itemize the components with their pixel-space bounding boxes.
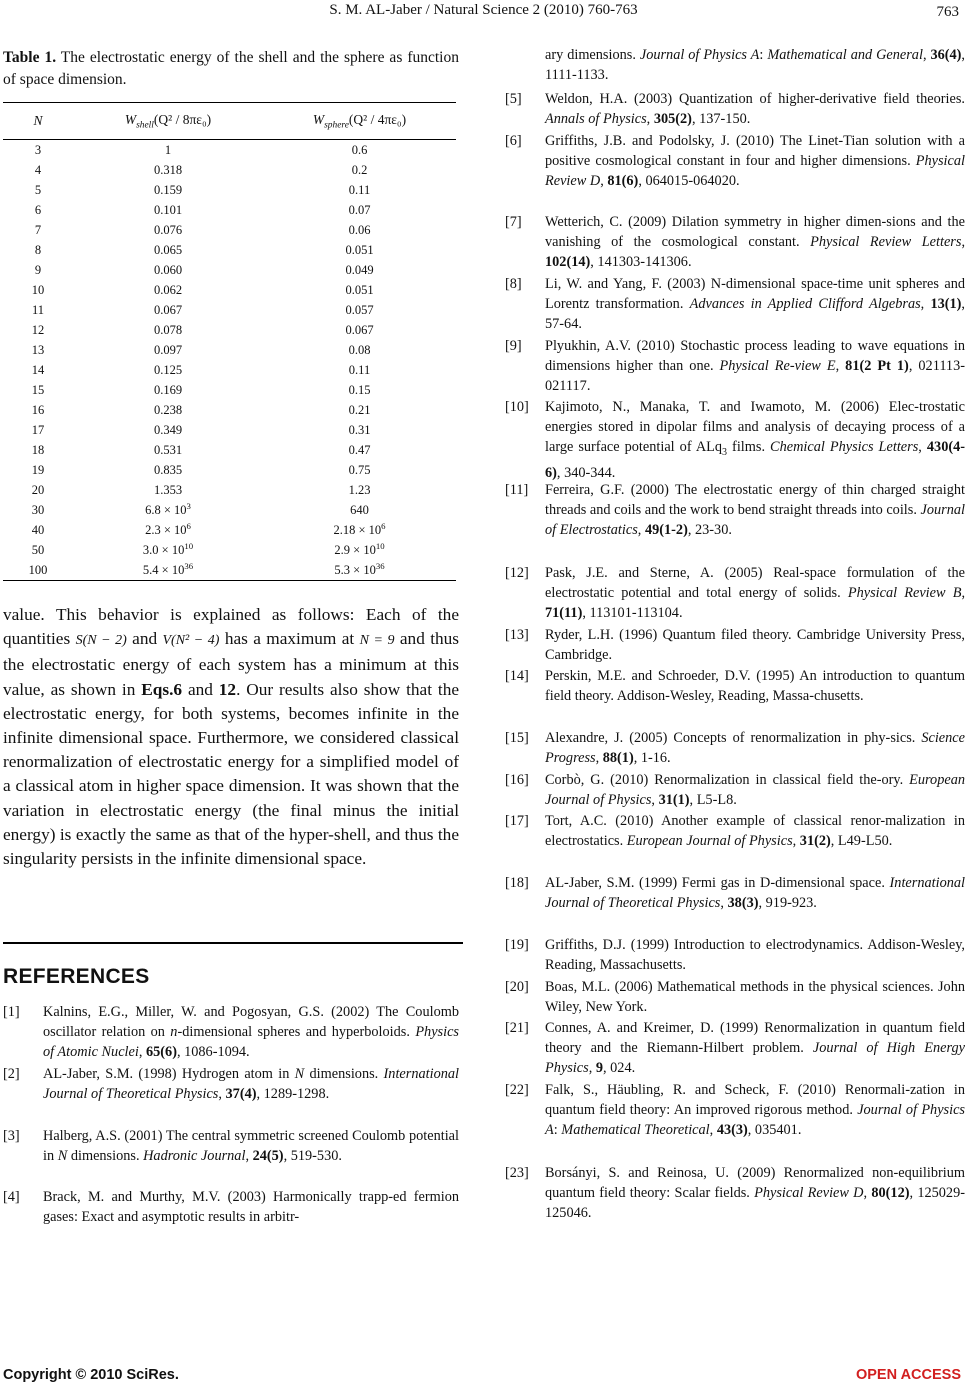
section-divider bbox=[3, 942, 463, 944]
cell-w-shell: $6.8 \times 10^3$ bbox=[145, 501, 191, 518]
cell-n: 50 bbox=[31, 542, 45, 557]
cell-n: 6 bbox=[34, 202, 42, 217]
cell-w-sphere: 0.75 bbox=[348, 462, 371, 477]
table-row bbox=[3, 400, 456, 420]
cell-n: 11 bbox=[31, 302, 45, 317]
cell-n: 4 bbox=[34, 162, 42, 177]
cell-w-shell: 0.238 bbox=[153, 402, 183, 417]
cell-w-shell: 0.125 bbox=[153, 362, 183, 377]
cell-n: 9 bbox=[34, 262, 42, 277]
cell-w-shell: 0.531 bbox=[153, 442, 183, 457]
table-row bbox=[3, 440, 456, 460]
reference-1: [1] Kalnins, E.G., Miller, W. and Pogosyan, G.S. (2002) The Coulomb oscillator relation on n-dimensional spheres and hyperboloids. Physics of Atomic Nuclei, 65(6), 1086-1094. bbox=[3, 1004, 459, 1061]
reference-15: [15] Alexandre, J. (2005) Concepts of renormalization in phy-sics. Science Progress, 88(1), 1-16. bbox=[505, 730, 965, 767]
table-row bbox=[3, 520, 456, 540]
cell-w-sphere: 0.067 bbox=[345, 322, 374, 337]
cell-w-sphere: 0.11 bbox=[348, 182, 371, 197]
cell-w-sphere: 0.06 bbox=[348, 222, 371, 237]
body-paragraph: value. This behavior is explained as follows: Each of the quantities S(N − 2) and V(N² − 4) has a maximum at N = 9 and thus the electrostatic energy of each system has a minimum at this value, as shown in Eqs.6 and 12. Our results also show that the electrostatic energy, for both systems, becomes infinite in the infinite dimensional space. Furthermore, we considered classical renormalization of electrostatic energy for a simplified model of a classical atom in higher space dimension. It was shown that the variation in electrostatic energy (the final minus the initial energy) is exactly the same as that of the hyper-shell, and thus the singularity persists in the infinite dimensional space. bbox=[3, 605, 460, 869]
cell-w-shell: 0.076 bbox=[153, 222, 183, 237]
reference-22: [22] Falk, S., Häubling, R. and Scheck, F. (2010) Renormali-zation in quantum field theory: An improved rigorous method. Journal of Physics A: Mathematical Theoretical, 43(3), 035401. bbox=[505, 1082, 965, 1139]
reference-8: [8] Li, W. and Yang, F. (2003) N-dimensional space-time unit spheres and Lorentz transformation. Advances in Applied Clifford Algebras, 13(1), 57-64. bbox=[505, 276, 965, 333]
cell-w-shell: 0.101 bbox=[153, 202, 183, 217]
cell-w-shell: 0.169 bbox=[153, 382, 183, 397]
cell-w-shell: $3.0 \times 10^{10}$ bbox=[142, 541, 194, 558]
cell-w-sphere: 640 bbox=[350, 502, 369, 517]
cell-w-sphere: 0.31 bbox=[348, 422, 371, 437]
running-header bbox=[0, 2, 967, 22]
cell-w-shell: 0.065 bbox=[153, 242, 183, 257]
table-caption bbox=[3, 47, 459, 91]
cell-n: 40 bbox=[31, 522, 45, 537]
reference-18: [18] AL-Jaber, S.M. (1999) Fermi gas in D-dimensional space. International Journal of Theoretical Physics, 38(3), 919-923. bbox=[505, 875, 965, 912]
table-row bbox=[3, 340, 456, 360]
references-heading: REFERENCES bbox=[3, 965, 150, 988]
cell-w-sphere: 0.47 bbox=[348, 442, 371, 457]
cell-w-shell: 0.067 bbox=[153, 302, 183, 317]
copyright-footer: Copyright © 2010 SciRes. bbox=[3, 1367, 179, 1383]
cell-n: 20 bbox=[31, 482, 45, 497]
table-caption-label: Table 1. bbox=[3, 49, 57, 66]
header-w-shell: $W_{shell}(Q^2 / 8\pi\varepsilon_0)$ bbox=[73, 103, 263, 140]
running-title: S. M. AL-Jaber / Natural Science 2 (2010) 760-763 bbox=[329, 2, 638, 18]
table-row bbox=[3, 160, 456, 180]
cell-w-shell: $5.4 \times 10^{36}$ bbox=[73, 560, 263, 581]
table-row bbox=[3, 360, 456, 380]
energy-table bbox=[3, 102, 456, 581]
header-w-sphere: $W_{sphere}(Q^2 / 4\pi\varepsilon_0)$ bbox=[263, 103, 456, 140]
cell-n: 13 bbox=[31, 342, 45, 357]
cell-n: 18 bbox=[31, 442, 45, 457]
table-row bbox=[3, 180, 456, 200]
table-row bbox=[3, 420, 456, 440]
reference-12: [12] Pask, J.E. and Sterne, A. (2005) Real-space formulation of the electrostatic potential and total energy of solids. Physical Review B, 71(11), 113101-113104. bbox=[505, 565, 966, 622]
table-row bbox=[3, 480, 456, 500]
math-n9: N = 9 bbox=[359, 633, 395, 649]
page-number: 763 bbox=[936, 4, 959, 20]
cell-w-shell: 0.062 bbox=[153, 282, 183, 297]
cell-n: 19 bbox=[31, 462, 45, 477]
cell-w-shell: 0.835 bbox=[153, 462, 183, 477]
cell-n: 10 bbox=[31, 282, 45, 297]
reference-17: [17] Tort, A.C. (2010) Another example of classical renor-malization in electrostatics. European Journal of Physics, 31(2), L49-L50. bbox=[505, 813, 965, 850]
reference-5: [5] Weldon, H.A. (2003) Quantization of higher-derivative field theories. Annals of Physics, 305(2), 137-150. bbox=[505, 91, 965, 128]
cell-w-sphere: 0.6 bbox=[351, 142, 368, 157]
reference-7: [7] Wetterich, C. (2009) Dilation symmetry in higher dimen-sions and the vanishing of the cosmological constant. Physical Review Letters, 102(14), 141303-141306. bbox=[505, 214, 966, 271]
cell-w-shell: 0.349 bbox=[153, 422, 183, 437]
reference-14: [14] Perskin, M.E. and Schroeder, D.V. (1995) An introduction to quantum field theory. Addison-Wesley, Reading, Massa-chusetts. bbox=[505, 668, 965, 705]
cell-w-sphere: 0.21 bbox=[348, 402, 371, 417]
cell-n: 7 bbox=[34, 222, 42, 237]
reference-21: [21] Connes, A. and Kreimer, D. (1999) Renormalization in quantum field theory and the Riemann-Hilbert problem. Journal of High Energy Physics, 9, 024. bbox=[505, 1020, 965, 1077]
math-s: S(N − 2) bbox=[75, 633, 127, 649]
cell-w-sphere: 0.051 bbox=[345, 282, 374, 297]
cell-w-shell: 1 bbox=[164, 142, 172, 157]
cell-w-sphere: $5.3 \times 10^{36}$ bbox=[263, 560, 456, 581]
cell-n: 12 bbox=[31, 322, 45, 337]
cell-w-shell: 0.159 bbox=[153, 182, 183, 197]
math-v: V(N² − 4) bbox=[162, 633, 220, 649]
cell-w-shell: 0.078 bbox=[153, 322, 183, 337]
reference-11: [11] Ferreira, G.F. (2000) The electrostatic energy of thin charged straight threads and coils and the work to bend straight threads into coils. Journal of Electrostatics, 49(1-2), 23-30. bbox=[505, 482, 965, 539]
reference-4: [4] Brack, M. and Murthy, M.V. (2003) Harmonically trapp-ed fermion gases: Exact and asymptotic results in arbitr- bbox=[3, 1189, 459, 1226]
cell-w-sphere: 0.049 bbox=[345, 262, 374, 277]
cell-n: 5 bbox=[34, 182, 42, 197]
table-row bbox=[3, 280, 456, 300]
cell-w-sphere: 0.15 bbox=[348, 382, 371, 397]
table-row bbox=[3, 380, 456, 400]
cell-n: 15 bbox=[31, 382, 45, 397]
table-row bbox=[3, 140, 456, 161]
reference-20: [20] Boas, M.L. (2006) Mathematical methods in the physical sciences. John Wiley, New York. bbox=[505, 979, 965, 1016]
cell-w-shell: 0.097 bbox=[153, 342, 183, 357]
cell-w-sphere: 1.23 bbox=[348, 482, 371, 497]
eq-ref-6: Eqs.6 bbox=[141, 679, 183, 699]
cell-n: 8 bbox=[34, 242, 42, 257]
cell-w-sphere: $2.9 \times 10^{10}$ bbox=[334, 541, 385, 558]
reference-9: [9] Plyukhin, A.V. (2010) Stochastic process leading to wave equations in dimensions higher than one. Physical Re-view E, 81(2 Pt 1), 021113-021117. bbox=[505, 338, 965, 395]
header-n: N bbox=[3, 103, 73, 140]
table-row bbox=[3, 200, 456, 220]
cell-w-shell: 1.353 bbox=[153, 482, 183, 497]
cell-w-sphere: 0.051 bbox=[345, 242, 374, 257]
reference-23: [23] Borsányi, S. and Reinosa, U. (2009) Renormalized non-equilibrium quantum field theory: Scalar fields. Physical Review D, 80(12), 125029-125046. bbox=[505, 1165, 965, 1222]
table-body bbox=[3, 140, 456, 581]
table-row bbox=[3, 560, 456, 581]
cell-w-shell: 0.060 bbox=[153, 262, 183, 277]
cell-w-sphere: 0.07 bbox=[348, 202, 371, 217]
cell-w-sphere: $2.18 \times 10^6$ bbox=[333, 521, 386, 538]
reference-3: [3] Halberg, A.S. (2001) The central symmetric screened Coulomb potential in N dimensions. Hadronic Journal, 24(5), 519-530. bbox=[3, 1128, 459, 1165]
reference-16: [16] Corbò, G. (2010) Renormalization in classical field the-ory. European Journal of Physics, 31(1), L5-L8. bbox=[505, 772, 965, 809]
cell-n: 17 bbox=[31, 422, 45, 437]
cell-w-sphere: 0.08 bbox=[348, 342, 371, 357]
table-row bbox=[3, 260, 456, 280]
reference-2: [2] AL-Jaber, S.M. (1998) Hydrogen atom in N dimensions. International Journal of Theoretical Physics, 37(4), 1289-1298. bbox=[3, 1066, 459, 1103]
cell-w-shell: $2.3 \times 10^6$ bbox=[145, 521, 191, 538]
cell-w-sphere: 0.2 bbox=[351, 162, 368, 177]
reference-6: [6] Griffiths, J.B. and Podolsky, J. (2010) The Linet-Tian solution with a positive cosmological constant in four and higher dimensions. Physical Review D, 81(6), 064015-064020. bbox=[505, 133, 965, 190]
cell-w-sphere: 0.057 bbox=[345, 302, 374, 317]
reference-19: [19] Griffiths, D.J. (1999) Introduction to electrodynamics. Addison-Wesley, Reading, Massachusetts. bbox=[505, 937, 965, 974]
table-row bbox=[3, 220, 456, 240]
eq-ref-12: 12 bbox=[218, 679, 237, 699]
cell-n: 16 bbox=[31, 402, 45, 417]
table-row bbox=[3, 540, 456, 560]
table-row bbox=[3, 240, 456, 260]
table-row bbox=[3, 300, 456, 320]
cell-n: 100 bbox=[3, 560, 73, 581]
open-access-badge: OPEN ACCESS bbox=[855, 1367, 961, 1383]
cell-w-shell: 0.318 bbox=[153, 162, 183, 177]
table-row bbox=[3, 500, 456, 520]
cell-n: 30 bbox=[31, 502, 45, 517]
reference-4-cont: ary dimensions. Journal of Physics A: Mathematical and General, 36(4), 1111-1133. bbox=[545, 47, 965, 84]
cell-n: 3 bbox=[34, 142, 42, 157]
cell-w-sphere: 0.11 bbox=[348, 362, 371, 377]
cell-n: 14 bbox=[31, 362, 45, 377]
table-header-row bbox=[3, 103, 456, 140]
reference-10: [10] Kajimoto, N., Manaka, T. and Iwamoto, M. (2006) Elec-trostatic energies stored in dipolar films and analysis of decaying process of a large surface potential of ALq$_3$ films. Chemical Physics Letters, 430(4-6), 340-344. bbox=[505, 399, 966, 482]
reference-13: [13] Ryder, L.H. (1996) Quantum filed theory. Cambridge University Press, Cambridge. bbox=[505, 627, 965, 664]
table-row bbox=[3, 460, 456, 480]
table-caption-text: The electrostatic energy of the shell and the sphere as function of space dimension. bbox=[3, 49, 459, 88]
table-row bbox=[3, 320, 456, 340]
